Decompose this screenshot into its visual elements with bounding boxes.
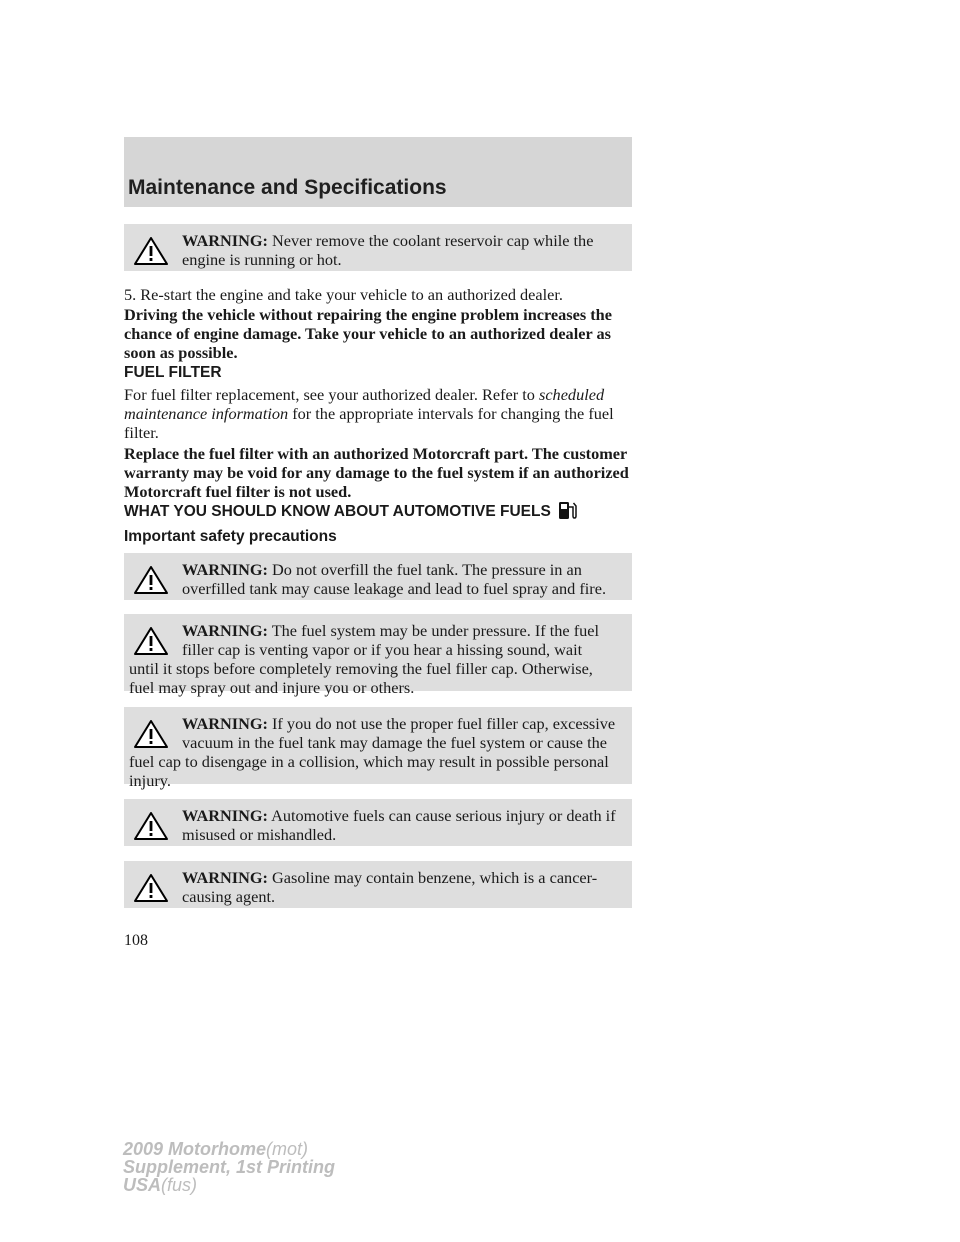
fuels-heading [124,499,577,521]
warning-label: WARNING: [182,714,268,733]
footer-market-code: (fus) [161,1175,198,1195]
scheduled-maintenance-reference: scheduled maintenance information [124,385,605,423]
fuel-filter-text-end: for the appropriate intervals for changing the fuel filter. [124,404,614,442]
warning-text: Do not overfill the fuel tank. The pressure in an overfilled tank may cause leakage and lead to fuel spray and fire. [182,560,607,598]
warning-triangle-icon [133,626,169,656]
warning-box [124,799,632,846]
step-5-text: 5. Re-start the engine and take your vehicle to an authorized dealer. [124,285,563,304]
fuel-filter-text-start: For fuel filter replacement, see your authorized dealer. Refer to [124,385,535,404]
safety-precautions-subheading: Important safety precautions [124,528,337,545]
fuel-filter-heading: FUEL FILTER [124,364,222,381]
warning-triangle-icon [133,236,169,266]
footer-line-1 [123,1140,335,1158]
warning-box [124,707,632,790]
driving-note: Driving the vehicle without repairing the engine problem increases the chance of engine damage. Take your vehicle to an authorized dealer as soon as possible. [124,305,612,362]
warning-text: If you do not use the proper fuel filler cap, excessive vacuum in the fuel tank may damage the fuel system or cause the fuel cap to disengage in a collision, which may result in possible personal injury. [129,714,616,790]
warning-text: Never remove the coolant reservoir cap while the engine is running or hot. [182,231,594,269]
warning-box [124,861,632,908]
warning-label: WARNING: [182,868,268,887]
footer-model: 2009 Motorhome [123,1139,267,1159]
warning-label: WARNING: [182,560,268,579]
section-title: Maintenance and Specifications [128,176,447,199]
motorcraft-note: Replace the fuel filter with an authorized Motorcraft part. The customer warranty may be void for any damage to the fuel system if an authorized Motorcraft fuel filter is not used. [124,444,629,501]
footer-line-3 [123,1176,335,1194]
warning-triangle-icon [133,811,169,841]
footer-line-2: Supplement, 1st Printing [123,1157,336,1177]
warning-label: WARNING: [182,806,268,825]
fuel-pump-icon [557,499,577,521]
warning-text: Gasoline may contain benzene, which is a cancer-causing agent. [182,868,598,906]
print-footer [123,1140,335,1194]
warning-text: The fuel system may be under pressure. If the fuel filler cap is venting vapor or if you hear a hissing sound, wait until it stops before completely removing the fuel filler cap. Otherwise, fuel may spray out and injure you or others. [129,621,600,697]
warning-triangle-icon [133,719,169,749]
fuels-heading-text: WHAT YOU SHOULD KNOW ABOUT AUTOMOTIVE FUELS [124,503,551,520]
warning-box [124,553,632,600]
warning-label: WARNING: [182,621,268,640]
footer-model-code: (mot) [266,1139,309,1159]
fuel-filter-paragraph [124,385,644,442]
warning-triangle-icon [133,873,169,903]
warning-box [124,224,632,271]
warning-label: WARNING: [182,231,268,250]
warning-box [124,614,632,697]
footer-market: USA [123,1175,162,1195]
warning-text: Automotive fuels can cause serious injury or death if misused or mishandled. [182,806,616,844]
warning-triangle-icon [133,565,169,595]
page-number: 108 [124,932,148,949]
